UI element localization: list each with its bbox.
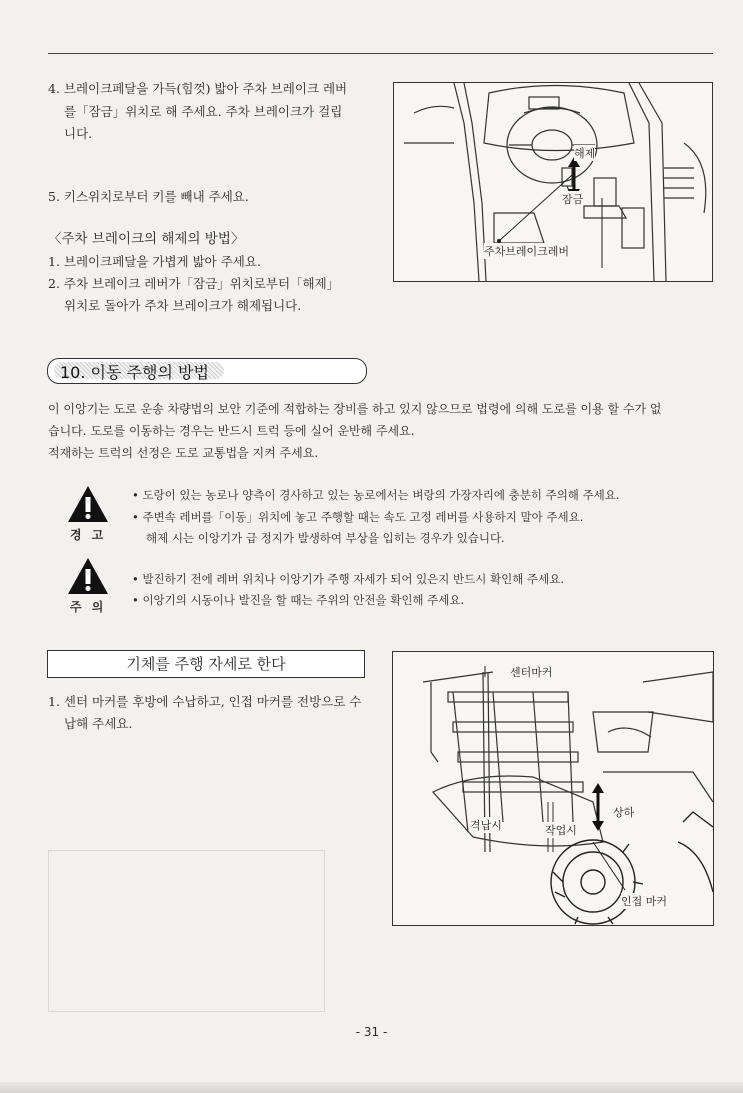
caution-triangle-icon: [66, 556, 110, 596]
scan-edge: [0, 1082, 743, 1093]
label-release: 해제: [574, 147, 596, 160]
section-para-line1: 이 이앙기는 도로 운송 차량법의 보안 기준에 적합하는 장비를 하고 있지 않으므로 법령에 의해 도로를 이용 할 수가 없: [48, 402, 662, 416]
posture-step1-line2: 납해 주세요.: [64, 716, 133, 731]
warning-line2: • 주변속 레버를「이동」위치에 놓고 주행할 때는 속도 고정 레버를 사용하지 말아 주세요.: [132, 510, 584, 524]
section-para-line3: 적재하는 트럭의 선정은 도로 교통법을 지켜 주세요.: [48, 446, 319, 460]
step4-line3: 니다.: [64, 126, 93, 141]
step4-line2: 를「잠금」위치로 해 주세요. 주차 브레이크가 걸립: [64, 104, 343, 119]
caution-label: 주 의: [70, 600, 107, 614]
rice-transplanter-drawing: [393, 652, 713, 925]
label-parking-brake-lever: 주차브레이크레버: [484, 245, 570, 258]
header-rule: [48, 53, 713, 54]
caution-line2: • 이앙기의 시동이나 발진을 할 때는 주위의 안전을 확인해 주세요.: [132, 593, 465, 607]
step4-line1: 4. 브레이크페달을 가득(힘껏) 밟아 주차 브레이크 레버: [48, 81, 348, 96]
posture-step1-line1: 1. 센터 마커를 후방에 수납하고, 인접 마커를 전방으로 수: [48, 694, 362, 709]
page-number: - 31 -: [355, 1025, 388, 1039]
label-storage: 격납시: [470, 819, 502, 832]
label-adjacent-marker: 인접 마커: [621, 895, 668, 908]
step5: 5. 키스위치로부터 키를 빼내 주세요.: [48, 189, 249, 204]
section-para-line2: 습니다. 도로를 이동하는 경우는 반드시 트럭 등에 실어 운반해 주세요.: [48, 424, 415, 438]
warning-label: 경 고: [70, 528, 107, 542]
label-working: 작업시: [545, 824, 577, 837]
label-up-down: 상하: [613, 806, 635, 819]
parking-brake-figure: [393, 82, 713, 282]
warning-triangle-icon: [66, 484, 110, 524]
warning-line3: 해제 시는 이앙기가 급 정지가 발생하여 부상을 입히는 경우가 있습니다.: [146, 531, 505, 545]
warning-line1: • 도랑이 있는 농로나 양측이 경사하고 있는 농로에서는 벼랑의 가장자리에 충분히 주의해 주세요.: [132, 488, 620, 502]
caution-line1: • 발진하기 전에 레버 위치나 이앙기가 주행 자세가 되어 있은지 반드시 확인해 주세요.: [132, 572, 565, 586]
label-lock: 잠금: [562, 193, 584, 206]
release-step2-line1: 2. 주차 브레이크 레버가「잠금」위치로부터「해제」: [48, 276, 340, 291]
section-title: 10. 이동 주행의 방법: [60, 363, 209, 382]
release-step2-line2: 위치로 돌아가 주차 브레이크가 해제됩니다.: [64, 298, 302, 313]
marker-figure: [392, 651, 714, 926]
release-heading: 〈주차 브레이크의 해제의 방법〉: [48, 231, 245, 247]
release-step1: 1. 브레이크페달을 가볍게 밟아 주세요.: [48, 254, 261, 269]
bleed-through-figure: [48, 850, 325, 1012]
label-center-marker: 센터마커: [510, 666, 553, 679]
posture-heading: 기체를 주행 자세로 한다: [47, 650, 365, 678]
section-title-banner: [47, 358, 367, 384]
